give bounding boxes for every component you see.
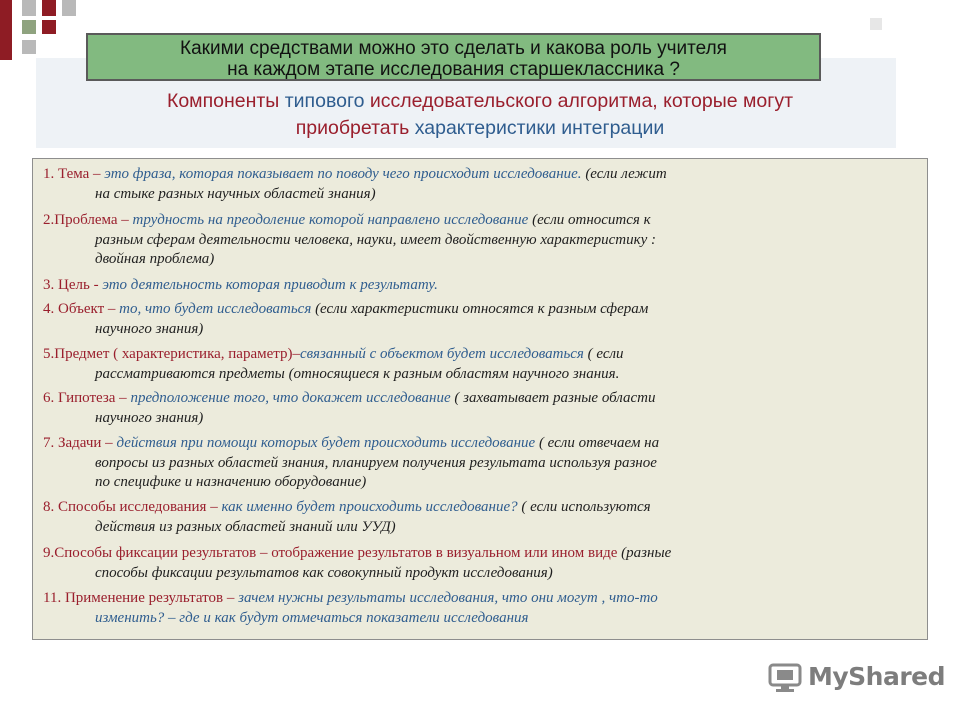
- list-item: [43, 276, 913, 296]
- decor-square: [0, 0, 12, 60]
- item-note: научного знания): [95, 320, 204, 337]
- page-subtitle: [60, 88, 900, 142]
- subtitle-part: , которые могут: [652, 90, 794, 112]
- subtitle-part: типового: [284, 90, 370, 112]
- item-definition: то, что будет исследоваться: [119, 301, 312, 317]
- list-item: [43, 544, 913, 583]
- item-title: 3. Цель -: [43, 277, 103, 293]
- list-item: [43, 211, 913, 270]
- subtitle-part: исследовательского алгоритма: [369, 90, 653, 112]
- item-definition: связанный с объектом будет исследоваться: [300, 346, 584, 362]
- algorithm-list: [32, 158, 928, 640]
- myshared-logo: [768, 656, 946, 696]
- decor-square: [22, 40, 36, 54]
- decor-square: [62, 0, 76, 16]
- item-title: 6. Гипотеза –: [43, 390, 131, 406]
- item-note: двойная проблема): [95, 251, 215, 267]
- list-item: [43, 434, 913, 493]
- logo-text: MyShared: [808, 661, 946, 691]
- item-note: (если относится к: [528, 212, 651, 228]
- item-definition: это деятельность которая приводит к результату.: [102, 277, 438, 293]
- list-item: [43, 498, 913, 537]
- item-definition: как именно будет происходить исследование?: [221, 499, 518, 515]
- decor-square: [42, 20, 56, 34]
- subtitle-part: Компоненты: [166, 90, 285, 112]
- item-note: действия из разных областей знаний или УУД): [95, 518, 396, 535]
- decor-square: [870, 18, 882, 30]
- item-definition: действия при помощи которых будет происходить исследование: [116, 435, 536, 451]
- item-note: научного знания): [95, 409, 204, 426]
- item-title: 5.Предмет ( характеристика, параметр)–: [43, 346, 301, 362]
- question-line-1: Какими средствами можно это сделать и какова роль учителя: [180, 38, 727, 59]
- item-definition: это фраза, которая показывает по поводу чего происходит исследование.: [104, 166, 582, 182]
- question-line-2: на каждом этапе исследования старшеклассника ?: [227, 59, 680, 80]
- item-note: рассматриваются предметы (относящиеся к разным областям научного знания.: [95, 365, 620, 382]
- item-title: 9.Способы фиксации результатов – отображение результатов в визуальном или ином виде: [43, 545, 618, 561]
- item-title: 7. Задачи –: [43, 435, 117, 451]
- item-note: ( если отвечаем на: [535, 435, 660, 451]
- item-note: на стыке разных научных областей знания): [95, 185, 376, 202]
- subtitle-part: приобретать: [295, 117, 415, 139]
- question-title: [86, 33, 821, 81]
- item-note: ( если: [583, 346, 624, 362]
- item-definition: предположение того, что докажет исследование: [130, 390, 451, 406]
- item-title: 4. Объект –: [43, 301, 120, 317]
- subtitle-part: характеристики интеграции: [414, 117, 665, 139]
- item-note: способы фиксации результатов как совокупный продукт исследования): [95, 564, 553, 581]
- item-note: (если характеристики относятся к разным сферам: [311, 301, 649, 317]
- item-note: вопросы из разных областей знания, планируем получения результата используя разное: [95, 454, 657, 471]
- item-title: 1. Тема –: [43, 166, 105, 182]
- item-note: по специфике и назначению оборудование): [95, 474, 367, 490]
- item-title: 11. Применение результатов –: [43, 590, 239, 606]
- decor-square: [22, 20, 36, 34]
- list-item: [43, 389, 913, 428]
- decor-square: [42, 0, 56, 16]
- decor-square: [22, 0, 36, 16]
- item-definition: трудность на преодоление которой направлено исследование: [132, 212, 529, 228]
- list-item: [43, 345, 913, 384]
- item-note: ( захватывает разные области: [450, 390, 656, 406]
- item-note: (разные: [617, 545, 672, 561]
- item-note: (если лежит: [581, 166, 667, 182]
- list-item: [43, 589, 913, 628]
- item-definition: зачем нужны результаты исследования, что они могут , что-то: [238, 590, 658, 606]
- myshared-logo-icon: [768, 659, 802, 693]
- item-note: ( если используются: [517, 499, 651, 515]
- item-title: 2.Проблема –: [43, 212, 133, 228]
- item-title: 8. Способы исследования –: [43, 499, 222, 515]
- item-definition: изменить? – где и как будут отмечаться показатели исследования: [95, 609, 529, 626]
- list-item: [43, 300, 913, 339]
- list-item: [43, 165, 913, 204]
- item-note: разным сферам деятельности человека, науки, имеет двойственную характеристику :: [95, 231, 657, 248]
